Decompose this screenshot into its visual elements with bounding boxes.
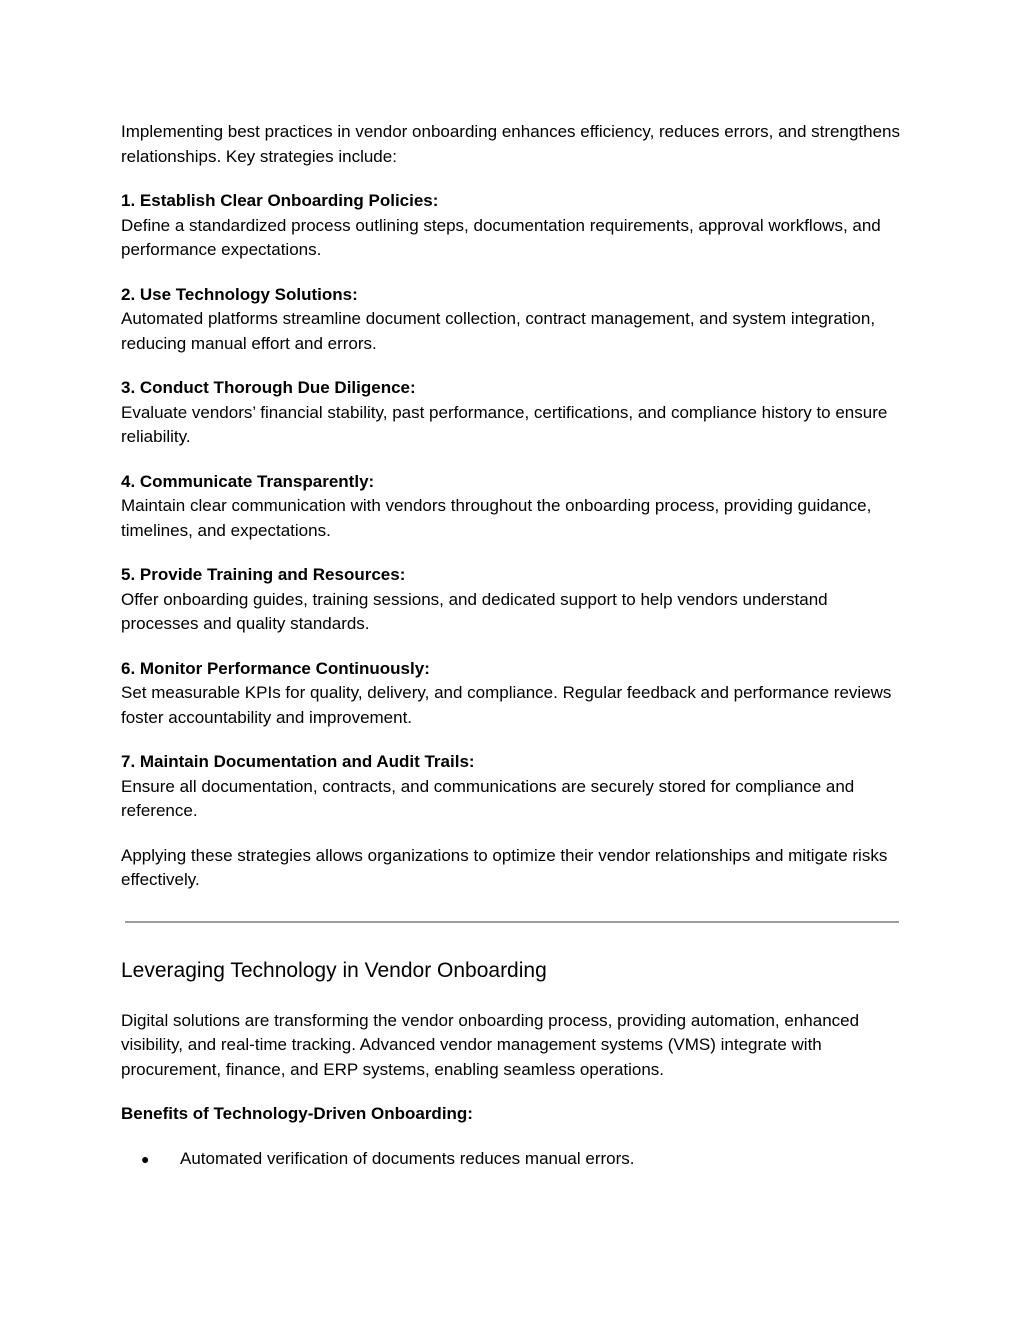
section-divider [125, 921, 899, 923]
section-paragraph: Digital solutions are transforming the vendor onboarding process, providing automation, enhanced visibility, and real-time tracking. Advanced vendor management systems (VMS) integrate with procurement, finance, and ERP systems, enabling seamless operations. [121, 1010, 860, 1079]
strategy-item [121, 563, 901, 637]
strategy-list [121, 189, 901, 824]
benefits-title-text: Benefits of Technology-Driven Onboarding: [121, 1104, 473, 1123]
strategy-item [121, 376, 901, 450]
strategy-item [121, 750, 901, 824]
document-page [121, 120, 901, 1171]
strategy-text: Set measurable KPIs for quality, delivery, and compliance. Regular feedback and performance reviews foster accountability and improvement. [121, 683, 892, 727]
section-heading: Leveraging Technology in Vendor Onboarding [121, 958, 547, 982]
strategy-text: Ensure all documentation, contracts, and communications are securely stored for compliance and reference. [121, 776, 855, 820]
strategy-item [121, 189, 901, 263]
strategy-item [121, 283, 901, 357]
strategy-text: Maintain clear communication with vendors throughout the onboarding process, providing guidance, timelines, and expectations. [121, 496, 872, 540]
strategy-item [121, 470, 901, 544]
strategy-text: Automated platforms streamline document collection, contract management, and system integration, reducing manual effort and errors. [121, 309, 876, 353]
strategy-title: 2. Use Technology Solutions: [121, 284, 358, 304]
benefits-title [121, 1102, 901, 1127]
strategy-title: 3. Conduct Thorough Due Diligence: [121, 378, 416, 397]
benefits-list [121, 1147, 901, 1172]
strategy-title: 6. Monitor Performance Continuously: [121, 658, 430, 678]
strategy-title: 1. Establish Clear Onboarding Policies: [121, 191, 439, 210]
strategy-text: Offer onboarding guides, training sessions, and dedicated support to help vendors understand processes and quality standards. [121, 589, 828, 633]
conclusion-paragraph: Applying these strategies allows organizations to optimize their vendor relationships and mitigate risks effectively. [121, 845, 888, 889]
strategy-item [121, 657, 901, 731]
list-item: ● Automated verification of documents reduces manual errors. [180, 1147, 901, 1172]
strategy-title: 5. Provide Training and Resources: [121, 565, 406, 584]
strategy-title: 4. Communicate Transparently: [121, 471, 375, 491]
strategy-title: 7. Maintain Documentation and Audit Trails: [121, 752, 475, 771]
strategy-text: Evaluate vendors’ financial stability, past performance, certifications, and compliance history to ensure reliability. [121, 402, 888, 446]
intro-paragraph: Implementing best practices in vendor onboarding enhances efficiency, reduces errors, and strengthens relationships. Key strategies include: [121, 122, 900, 166]
strategy-text: Define a standardized process outlining steps, documentation requirements, approval workflows, and performance expectations. [121, 215, 881, 259]
